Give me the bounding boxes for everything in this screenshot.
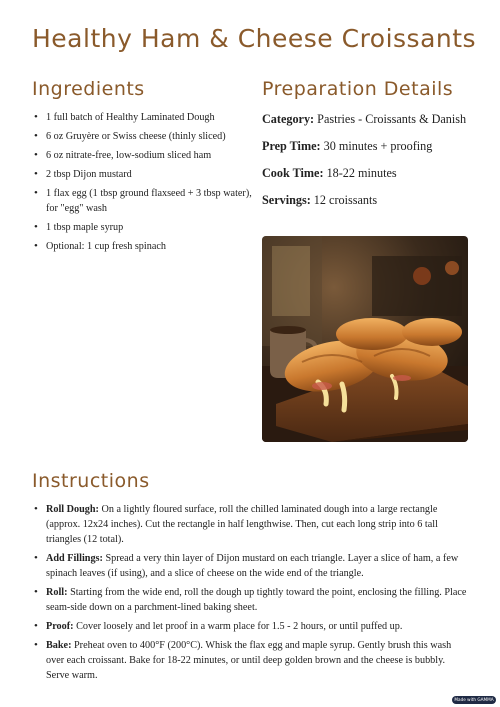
prep-time-label: Prep Time:	[262, 139, 321, 153]
step-text: Cover loosely and let proof in a warm place for 1.5 - 2 hours, or until puffed up.	[76, 621, 403, 632]
servings-label: Servings:	[262, 193, 311, 207]
instructions-heading: Instructions	[32, 470, 150, 492]
category-label: Category:	[262, 112, 315, 126]
instruction-step	[32, 551, 468, 581]
ingredient-item: • 1 full batch of Healthy Laminated Dough	[32, 110, 254, 125]
step-label: Proof:	[46, 621, 74, 632]
made-with-badge[interactable]: Made with GAMMA	[452, 696, 496, 704]
ingredient-item: • 1 tbsp maple syrup	[32, 220, 254, 235]
ingredient-item: • 2 tbsp Dijon mustard	[32, 167, 254, 182]
category-value: Pastries - Croissants & Danish	[317, 112, 467, 126]
servings-value: 12 croissants	[313, 193, 378, 207]
prep-time-value: 30 minutes + proofing	[323, 139, 433, 153]
step-label: Bake:	[46, 640, 72, 651]
prep-time-row	[262, 137, 472, 155]
cook-time-label: Cook Time:	[262, 166, 324, 180]
ingredient-item: • Optional: 1 cup fresh spinach	[32, 239, 254, 254]
ingredient-item: • 6 oz nitrate-free, low-sodium sliced ham	[32, 148, 254, 163]
step-label: Add Fillings:	[46, 553, 103, 564]
instructions-list	[32, 502, 468, 687]
step-text: Spread a very thin layer of Dijon mustard on each triangle. Layer a slice of ham, a few spinach leaves (if using), and a slice of cheese on the wide end of the triangle.	[46, 553, 459, 579]
instruction-step	[32, 619, 468, 634]
step-text: On a lightly floured surface, roll the chilled laminated dough into a large rectangle (approx. 12x24 inches). Cut the rectangle in half lengthwise. Then, cut each long strip into 6 tall triangles (12 total).	[46, 504, 438, 545]
ingredients-list	[32, 110, 254, 258]
croissant-photo	[262, 236, 468, 442]
step-label: Roll Dough:	[46, 504, 99, 515]
instruction-step	[32, 585, 468, 615]
ingredient-item: • 1 flax egg (1 tbsp ground flaxseed + 3 tbsp water), for "egg" wash	[32, 186, 254, 216]
instruction-step	[32, 638, 468, 683]
step-text: Starting from the wide end, roll the dough up tightly toward the point, enclosing the filling. Place seam-side down on a parchment-lined baking sheet.	[46, 587, 467, 613]
cook-time-row	[262, 164, 472, 182]
step-label: Roll:	[46, 587, 68, 598]
servings-row	[262, 191, 472, 209]
step-text: Preheat oven to 400°F (200°C). Whisk the flax egg and maple syrup. Gently brush this wash over each croissant. Bake for 18-22 minutes, or until deep golden brown and the cheese is bubbly. Serve warm.	[46, 640, 452, 681]
recipe-title: Healthy Ham & Cheese Croissants	[32, 24, 477, 53]
preparation-heading: Preparation Details	[262, 78, 454, 100]
instruction-step	[32, 502, 468, 547]
cook-time-value: 18-22 minutes	[326, 166, 397, 180]
preparation-details	[262, 110, 472, 218]
category-row	[262, 110, 472, 128]
ingredient-item: • 6 oz Gruyère or Swiss cheese (thinly sliced)	[32, 129, 254, 144]
ingredients-heading: Ingredients	[32, 78, 145, 100]
